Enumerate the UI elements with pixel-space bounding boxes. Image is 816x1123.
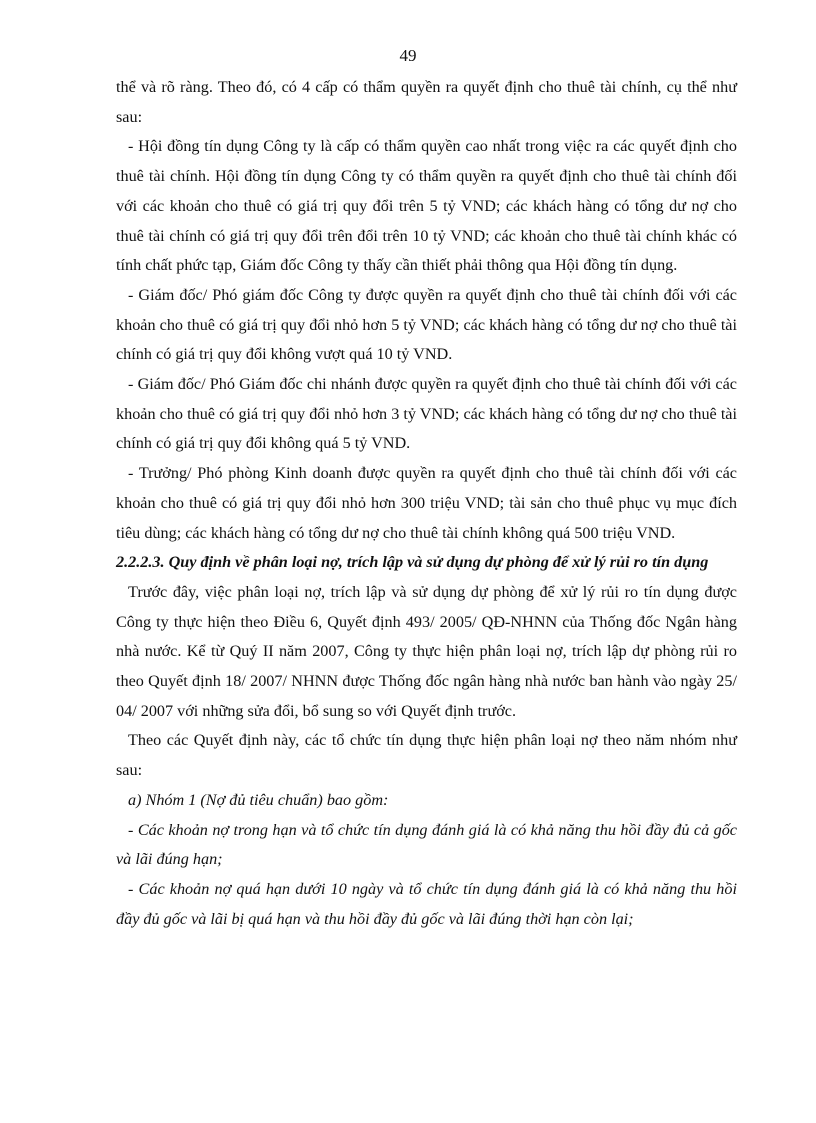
paragraph-branch-director: - Giám đốc/ Phó Giám đốc chi nhánh được quyền ra quyết định cho thuê tài chính đối với các khoản cho thuê có giá trị quy đổi nhỏ hơn 3 tỷ VND; các khách hàng có tổng dư nợ cho thuê tài chính có giá trị quy đổi không quá 5 tỷ VND.: [116, 375, 737, 453]
paragraph-group-1-title: a) Nhóm 1 (Nợ đủ tiêu chuẩn) bao gồm:: [128, 790, 389, 809]
paragraph-group-1-item-1: - Các khoản nợ trong hạn và tổ chức tín dụng đánh giá là có khả năng thu hồi đầy đủ cả gốc và lãi đúng hạn;: [116, 820, 737, 869]
body-text: [116, 73, 737, 934]
paragraph-intro: thể và rõ ràng. Theo đó, có 4 cấp có thẩm quyền ra quyết định cho thuê tài chính, cụ thể như sau:: [116, 78, 737, 126]
paragraph-company-director: - Giám đốc/ Phó giám đốc Công ty được quyền ra quyết định cho thuê tài chính đối với các khoản cho thuê có giá trị quy đổi nhỏ hơn 5 tỷ VND; các khách hàng có tổng dư nợ cho thuê tài chính có giá trị quy đổi không vượt quá 10 tỷ VND.: [116, 285, 737, 364]
paragraph-previous-regulation: Trước đây, việc phân loại nợ, trích lập và sử dụng dự phòng để xử lý rủi ro tín dụng được Công ty thực hiện theo Điều 6, Quyết định 493/ 2005/ QĐ-NHNN của Thống đốc Ngân hàng nhà nước. Kể từ Quý II năm 2007, Công ty thực hiện phân loại nợ, trích lập dự phòng rủi ro theo Quyết định 18/ 2007/ NHNN được Thống đốc ngân hàng nhà nước ban hành vào ngày 25/ 04/ 2007 với những sửa đổi, bổ sung so với Quyết định trước.: [116, 582, 737, 720]
paragraph-business-head: - Trưởng/ Phó phòng Kinh doanh được quyền ra quyết định cho thuê tài chính đối với các khoản cho thuê có giá trị quy đổi nhỏ hơn 300 triệu VND; tài sản cho thuê phục vụ mục đích tiêu dùng; các khách hàng có tổng dư nợ cho thuê tài chính không quá 500 triệu VND.: [116, 464, 737, 542]
page-number: 49: [399, 46, 417, 65]
section-heading: 2.2.2.3. Quy định về phân loại nợ, trích lập và sử dụng dự phòng để xử lý rủi ro tín dụng: [116, 553, 709, 572]
paragraph-credit-council: - Hội đồng tín dụng Công ty là cấp có thẩm quyền cao nhất trong việc ra các quyết định cho thuê tài chính. Hội đồng tín dụng Công ty có thẩm quyền ra quyết định cho thuê tài chính đối với các khoản cho thuê có giá trị quy đổi trên 5 tỷ VND; các khách hàng có tổng dư nợ cho thuê tài chính có giá trị quy đổi trên đổi trên 10 tỷ VND; các khoản cho thuê tài chính khác có tính chất phức tạp, Giám đốc Công ty thấy cần thiết phải thông qua Hội đồng tín dụng.: [116, 137, 737, 275]
paragraph-group-1-item-2: - Các khoản nợ quá hạn dưới 10 ngày và tổ chức tín dụng đánh giá là có khả năng thu hồi đầy đủ gốc và lãi bị quá hạn và thu hồi đầy đủ gốc và lãi đúng thời hạn còn lại;: [116, 879, 737, 928]
paragraph-five-groups: Theo các Quyết định này, các tổ chức tín dụng thực hiện phân loại nợ theo năm nhóm như sau:: [116, 731, 737, 780]
